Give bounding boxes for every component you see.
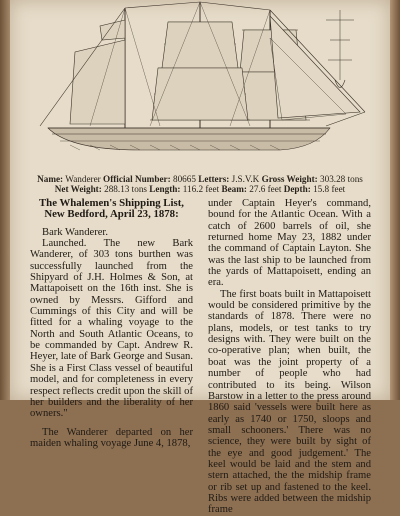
ship-plan-drawing xyxy=(30,0,370,172)
article-paragraph: The first boats built in Mattapoisett would be considered primitive by the standards of 1878. There were no plans, models, or test tanks to try designs with. They were built on the co-operative plan; when built, the boat was the joint property of a number of people who had contributed to its being. Wilson Barstow in a letter to the press around 1860 said 'vessels were built here as early as 1740 or 1750, sloops and small schooners.' There was no science, they were built by sight of the eye and good judgement.' The keel would be laid and the stem and stern attached, the the midship frame or rib set up and fastened to the keel. Ribs were added between the midship frame xyxy=(208,288,371,516)
gross-weight-label: Gross Weight: xyxy=(261,174,318,184)
letters-label: Letters: xyxy=(198,174,230,184)
net-weight-value: 288.13 tons xyxy=(104,184,147,195)
book-edge-right xyxy=(390,0,400,400)
name-label: Name: xyxy=(37,174,64,184)
article-heading: The Whalemen's Shipping List, New Bedford, April 23, 1878: xyxy=(38,197,184,221)
bark-wanderer-sail-plan-illustration xyxy=(30,0,370,172)
gross-weight-value: 303.28 tons xyxy=(320,174,363,184)
beam-value: 27.6 feet xyxy=(249,184,282,195)
article-paragraph: Bark Wanderer. xyxy=(42,226,109,238)
length-value: 116.2 feet xyxy=(182,184,220,195)
article-paragraph: The Wanderer departed on her maiden whaling voyage June 4, 1878, xyxy=(30,426,193,449)
specs-line-1 xyxy=(30,174,370,184)
article-left-column xyxy=(30,198,193,449)
article-paragraph: under Captain Heyer's command, bound for the Atlantic Ocean. With a catch of 2600 barrels of oil, she returned home May 23, 1882 under the command of Captain Layton. She was the last ship to be launched from the yards of Mattapoisett, ending an era. xyxy=(208,198,371,289)
depth-value: 15.8 feet xyxy=(313,184,346,195)
article-right-column xyxy=(208,198,371,516)
official-number-label: Official Number: xyxy=(103,174,171,184)
beam-label: Beam: xyxy=(221,184,247,195)
vessel-specifications xyxy=(30,174,370,195)
length-label: Length: xyxy=(149,184,181,195)
article-paragraph: Launched. The new Bark Wanderer, of 303 tons burthen was successfully launched from the Shipyard of J.H. Holmes & Son, at Mattapoisett on the 16th inst. She is owned by Messrs. Gifford and Cummings of this City and will be fitted for a whaling voyage to the North and South Atlantic Oceans, to be commanded by Capt. Andrew R. Heyer, late of Bark George and Susan. She is a First Class vessel of beautiful model, and for completeness in every respect reflects credit upon the skill of her builders and the liberality of her owners." xyxy=(30,238,193,420)
letters-value: J.S.V.K xyxy=(231,174,260,184)
net-weight-label: Net Weight: xyxy=(54,184,102,195)
name-value: Wanderer xyxy=(65,174,101,184)
specs-line-2 xyxy=(30,184,370,194)
official-number-value: 80665 xyxy=(172,174,196,184)
book-gutter-left xyxy=(0,0,10,400)
depth-label: Depth: xyxy=(283,184,311,195)
